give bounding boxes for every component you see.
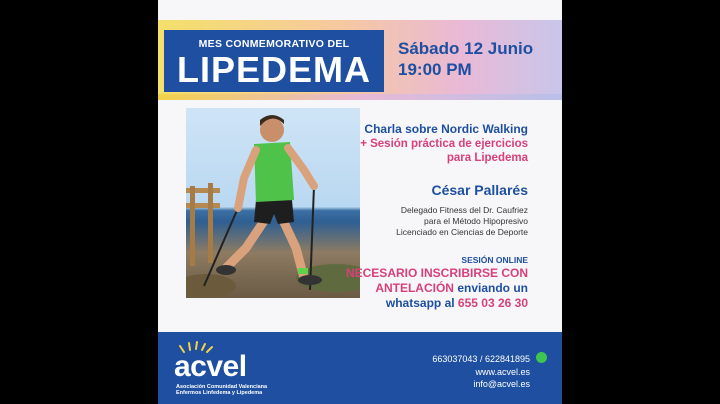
header-divider <box>158 94 562 100</box>
speaker-name: César Pallarés <box>431 182 528 198</box>
contact-website[interactable]: www.acvel.es <box>475 367 530 377</box>
speaker-role: para el Método Hipopresivo <box>424 216 528 226</box>
contact-phones: 663037043 / 622841895 <box>432 354 530 364</box>
notice-highlight: ANTELACIÓN <box>375 281 454 295</box>
registration-notice-3 <box>386 296 528 310</box>
notice-text: enviando un <box>453 281 528 295</box>
logo: acvel <box>174 350 247 383</box>
session-type: SESIÓN ONLINE <box>461 255 528 265</box>
event-time: 19:00 PM <box>398 60 472 79</box>
contact-email[interactable]: info@acvel.es <box>473 379 530 389</box>
speaker-photo <box>186 108 360 298</box>
title-kicker: MES CONMEMORATIVO DEL <box>198 38 350 50</box>
registration-notice-2 <box>375 281 528 295</box>
title-box <box>164 30 384 92</box>
logo-subtitle: Enfermos Linfedema y Lipedema <box>176 390 263 396</box>
event-practice: + Sesión práctica de ejercicios <box>360 138 528 150</box>
notice-text: whatsapp al <box>385 296 458 310</box>
speaker-role: Licenciado en Ciencias de Deporte <box>396 227 528 237</box>
registration-notice: NECESARIO INSCRIBIRSE CON <box>345 266 528 280</box>
whatsapp-icon <box>536 352 547 363</box>
title-main: LIPEDEMA <box>176 49 371 90</box>
logo-subtitle: Asociación Comunidad Valenciana <box>176 384 268 390</box>
event-date: Sábado 12 Junio <box>398 39 534 58</box>
footer <box>158 332 562 404</box>
event-topic: Charla sobre Nordic Walking <box>364 122 528 136</box>
speaker-role: Delegado Fitness del Dr. Caufriez <box>400 205 528 215</box>
nordic-walker-illustration <box>186 108 360 298</box>
event-poster <box>158 0 562 404</box>
event-practice-cont: para Lipedema <box>446 152 528 164</box>
whatsapp-number: 655 03 26 30 <box>457 296 528 310</box>
